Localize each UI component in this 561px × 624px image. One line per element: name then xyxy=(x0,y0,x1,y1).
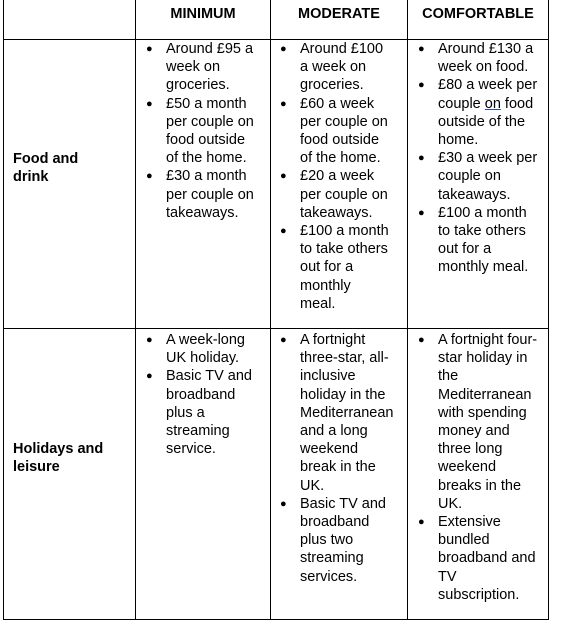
list-item: ● Around £100 a week on groceries. xyxy=(280,41,384,94)
column-divider-3 xyxy=(407,0,408,620)
row-label-holidays-and-leisure: Holidays and leisure xyxy=(13,441,104,475)
list-item: ● £100 a month to take others out for a monthly meal. xyxy=(418,204,529,276)
table-border-bottom xyxy=(3,619,549,620)
table-border-left xyxy=(3,0,4,620)
list-item: ● £60 a week per couple on food outside of the home. xyxy=(280,95,388,167)
cell-food-minimum xyxy=(142,40,270,222)
list-item: ● A fortnight three-star, all- inclusive holiday in the Mediterranean and a long weekend break in the UK. xyxy=(280,332,394,494)
list-item: ● Basic TV and broadband plus a streaming service. xyxy=(146,368,252,458)
list-item: ● Around £130 a week on food. xyxy=(418,41,534,76)
row-divider xyxy=(3,328,549,329)
list-item: ● £30 a week per couple on takeaways. xyxy=(418,150,538,203)
cell-food-moderate xyxy=(276,40,407,313)
cell-food-comfortable xyxy=(414,40,548,277)
column-divider-1 xyxy=(135,0,136,620)
table-border-right xyxy=(548,0,549,620)
cell-holidays-comfortable xyxy=(414,331,548,604)
cell-holidays-moderate xyxy=(276,331,407,586)
cell-holidays-minimum xyxy=(142,331,270,458)
underlined-word: on xyxy=(484,95,501,112)
list-item: ● Extensive bundled broadband and TV subscription. xyxy=(418,514,536,603)
list-item: ● £80 a week per couple on food outside of the home. xyxy=(418,77,538,149)
list-item: ● £30 a month per couple on takeaways. xyxy=(146,168,254,221)
list-item: ● Around £95 a week on groceries. xyxy=(146,41,254,94)
column-header-moderate: MODERATE xyxy=(298,6,380,22)
column-header-minimum: MINIMUM xyxy=(170,6,236,22)
list-item: ● A fortnight four- star holiday in the Mediterranean with spending money and three long weekend breaks in the UK. xyxy=(418,332,538,512)
list-item: ● £20 a week per couple on takeaways. xyxy=(280,168,388,221)
list-item: ● £100 a month to take others out for a monthly meal. xyxy=(280,223,389,312)
column-divider-2 xyxy=(270,0,271,620)
column-header-comfortable: COMFORTABLE xyxy=(422,6,534,22)
list-item: ● A week-long UK holiday. xyxy=(146,332,245,367)
list-item: ● Basic TV and broadband plus two streaming services. xyxy=(280,495,386,585)
list-item: ● £50 a month per couple on food outside of the home. xyxy=(146,95,254,167)
row-label-food-and-drink: Food and drink xyxy=(13,151,79,185)
